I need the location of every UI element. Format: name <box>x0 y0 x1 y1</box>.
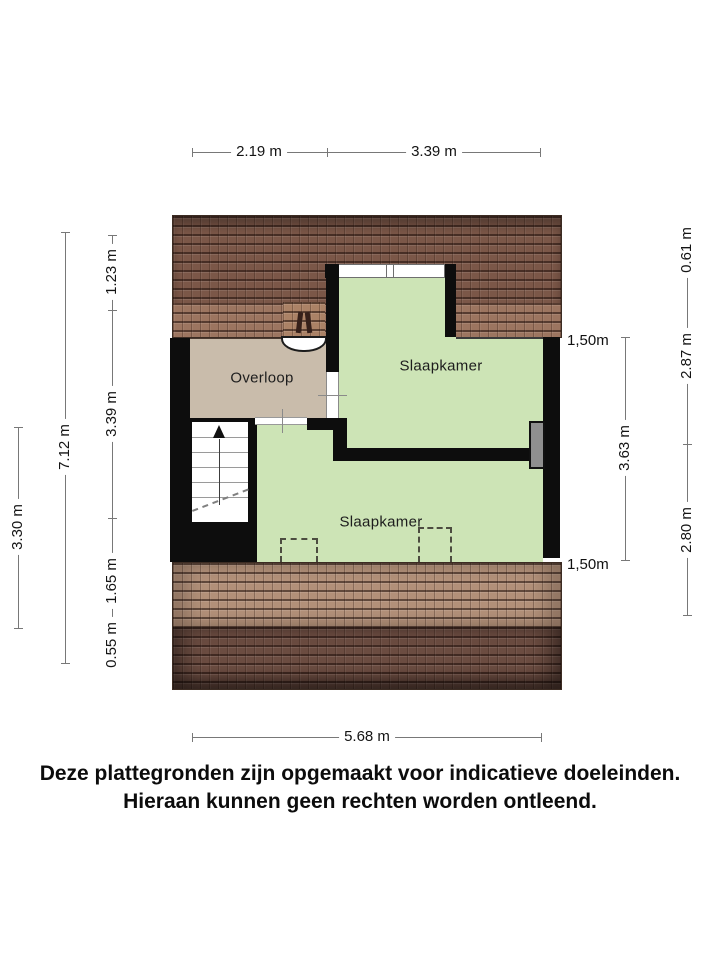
wall-right-outer <box>543 337 560 558</box>
window <box>333 264 445 278</box>
dim-tick <box>192 148 193 157</box>
dim-tick <box>108 310 117 311</box>
dim-tick <box>621 337 630 338</box>
dim-tick <box>108 518 117 519</box>
roof-bottom <box>172 562 562 690</box>
stair-direction-line <box>219 439 220 505</box>
roof-window-outline <box>280 538 318 562</box>
dim-tick <box>14 628 23 629</box>
dim-top-1: 2.19 m <box>231 143 287 161</box>
dim-tick <box>61 663 70 664</box>
dim-tick <box>540 148 541 157</box>
stair-headroom-dashed-line <box>192 488 249 511</box>
roof-bottom-light-band <box>173 563 561 627</box>
dim-left-inner-4: 0.55 m <box>103 617 121 673</box>
dormer-roof-patch <box>283 302 325 338</box>
stairs <box>192 422 248 522</box>
bedroom-bottom-label: Slaapkamer <box>339 513 423 531</box>
dim-tick <box>14 427 23 428</box>
dim-top-2: 3.39 m <box>406 143 462 161</box>
stair-step <box>192 497 248 498</box>
knee-wall-marker-bottom: 1,50m <box>567 556 609 573</box>
dim-bottom: 5.68 m <box>339 728 395 746</box>
stair-step <box>192 482 248 483</box>
dim-left-inner-1: 1.23 m <box>103 244 121 300</box>
dim-right-outer-3: 2.80 m <box>678 502 696 558</box>
dim-tick <box>683 615 692 616</box>
dim-right-outer-1: 0.61 m <box>678 222 696 278</box>
overloop-label: Overloop <box>230 369 294 387</box>
roof-window-outline <box>418 527 452 562</box>
stair-step <box>192 452 248 453</box>
wall-bedrooms-divider <box>333 448 533 461</box>
passage-opening-tick <box>282 409 283 433</box>
up-arrow-icon <box>213 425 225 438</box>
stair-step <box>192 467 248 468</box>
knee-wall-marker-top: 1,50m <box>567 332 609 349</box>
dim-right-outer-2: 2.87 m <box>678 328 696 384</box>
bedroom-top-label: Slaapkamer <box>399 357 483 375</box>
dim-tick <box>541 733 542 742</box>
dim-left-inner-3: 1.65 m <box>103 553 121 609</box>
passage-opening <box>255 417 307 425</box>
roof-bottom-dark-band <box>173 627 561 689</box>
radiator <box>529 421 545 469</box>
dim-left-outer: 3.30 m <box>9 499 27 555</box>
door-opening-tick <box>318 395 347 396</box>
dim-tick <box>108 235 117 236</box>
dim-tick <box>683 444 692 445</box>
dim-tick <box>192 733 193 742</box>
dim-left-mid: 7.12 m <box>56 419 74 475</box>
wall-bedroom-top-right-upper <box>445 264 456 337</box>
wall-bedroom-top-left <box>326 264 339 372</box>
window-mullion <box>386 265 394 277</box>
disclaimer-line-2: Hieraan kunnen geen rechten worden ontleend. <box>123 790 597 813</box>
dim-tick <box>327 148 328 157</box>
dim-left-inner-2: 3.39 m <box>103 386 121 442</box>
dim-tick <box>61 232 70 233</box>
dim-right-inner: 3.63 m <box>616 420 634 476</box>
disclaimer-line-1: Deze plattegronden zijn opgemaakt voor indicatieve doeleinden. <box>39 762 681 785</box>
dim-tick <box>621 560 630 561</box>
